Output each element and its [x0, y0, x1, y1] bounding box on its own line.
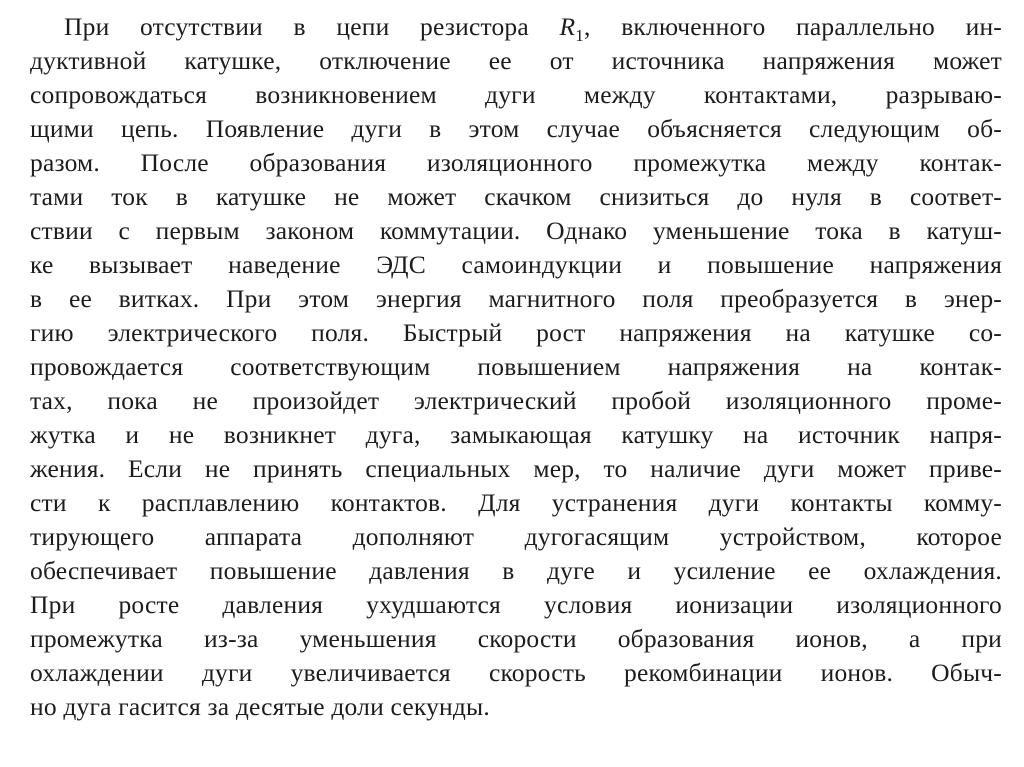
text-line-1-before: При отсутствии в цепи резистора: [64, 12, 560, 41]
text-line: провождается соответствующим повышением напряжения на контак-: [30, 352, 1002, 381]
resistor-symbol-letter: R: [559, 12, 576, 41]
paragraph: [30, 10, 1002, 724]
text-line: сти к расплавлению контактов. Для устранения дуги контакты комму-: [30, 488, 1002, 517]
text-line: тирующего аппарата дополняют дугогасящим устройством, которое: [30, 522, 1002, 551]
text-line: обеспечивает повышение давления в дуге и усиление ее охлаждения.: [30, 556, 1002, 585]
resistor-symbol-subscript: 1: [575, 26, 584, 46]
text-line: дуктивной катушке, отключение ее от источника напряжения может: [30, 46, 1002, 75]
text-line: охлаждении дуги увеличивается скорость рекомбинации ионов. Обыч-: [30, 658, 1002, 687]
text-line: тах, пока не произойдет электрический пробой изоляционного проме-: [30, 386, 1002, 415]
text-line: жутка и не возникнет дуга, замыкающая катушку на источник напря-: [30, 420, 1002, 449]
text-line: сопровождаться возникновением дуги между контактами, разрываю-: [30, 80, 1002, 109]
text-line: щими цепь. Появление дуги в этом случае объясняется следующим об-: [30, 114, 1002, 143]
text-line: ке вызывает наведение ЭДС самоиндукции и повышение напряжения: [30, 250, 1002, 279]
text-line-1: [30, 10, 1002, 44]
text-line: ствии с первым законом коммутации. Однако уменьшение тока в катуш-: [30, 216, 1002, 245]
text-line: промежутка из-за уменьшения скорости образования ионов, а при: [30, 624, 1002, 653]
text-line-1-after: , включенного параллельно ин-: [584, 12, 1002, 41]
text-line: разом. После образования изоляционного промежутка между контак-: [30, 148, 1002, 177]
resistor-symbol: [559, 12, 584, 46]
text-line: в ее витках. При этом энергия магнитного поля преобразуется в энер-: [30, 284, 1002, 313]
text-line-last: но дуга гасится за десятые доли секунды.: [30, 692, 490, 721]
text-line: жения. Если не принять специальных мер, то наличие дуги может приве-: [30, 454, 1002, 483]
text-line: При росте давления ухудшаются условия ионизации изоляционного: [30, 590, 1002, 619]
text-line: тами ток в катушке не может скачком снизиться до нуля в соответ-: [30, 182, 1002, 211]
text-line: гию электрического поля. Быстрый рост напряжения на катушке со-: [30, 318, 1002, 347]
